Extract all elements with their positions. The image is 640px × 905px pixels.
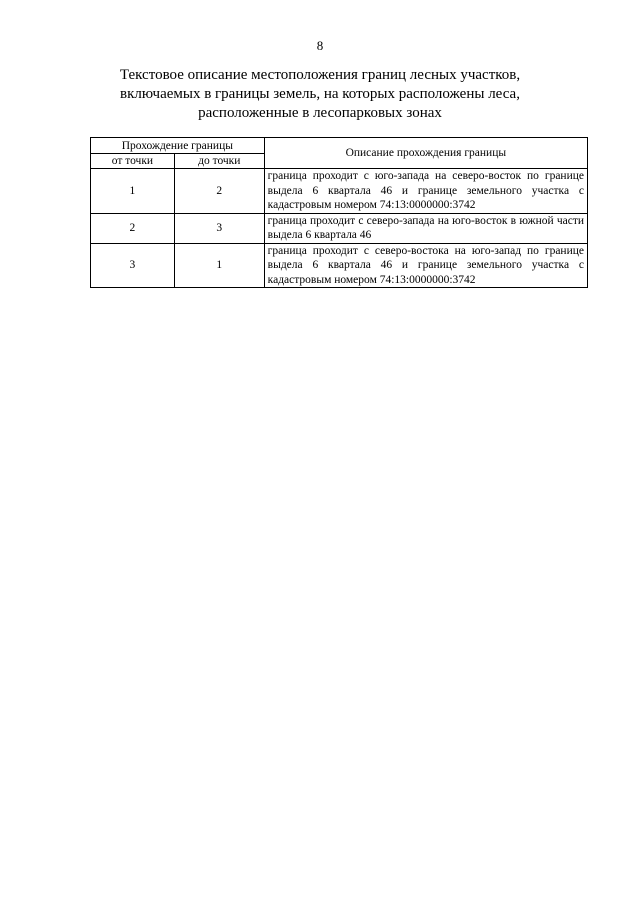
boundary-table [90, 137, 588, 288]
page-number: 8 [316, 38, 324, 53]
to-point-cell: 3 [174, 213, 264, 243]
document-title [90, 66, 550, 123]
description-header: Описание прохождения границы [264, 138, 587, 169]
to-point-header: до точки [174, 154, 264, 169]
table-row [91, 243, 588, 288]
title-line-3: расположенные в лесопарковых зонах [198, 105, 442, 121]
table-row [91, 213, 588, 243]
to-point-cell: 1 [174, 243, 264, 288]
title-line-2: включаемых в границы земель, на которых расположены леса, [120, 86, 520, 102]
description-cell: граница проходит с юго-запада на северо-восток по границе выдела 6 квартала 46 и границе земельного участка с кадастровым номером 74:13:0000000:3742 [264, 169, 587, 214]
from-point-cell: 1 [91, 169, 175, 214]
from-point-cell: 2 [91, 213, 175, 243]
to-point-cell: 2 [174, 169, 264, 214]
description-cell: граница проходит с северо-запада на юго-восток в южной части выдела 6 квартала 46 [264, 213, 587, 243]
table-row [91, 169, 588, 214]
title-line-1: Текстовое описание местоположения границ лесных участков, [119, 67, 521, 83]
from-point-cell: 3 [91, 243, 175, 288]
boundary-passage-header: Прохождение границы [91, 138, 265, 154]
from-point-header: от точки [91, 154, 175, 169]
description-cell: граница проходит с северо-востока на юго-запад по границе выдела 6 квартала 46 и границе земельного участка с кадастровым номером 74:13:0000000:3742 [264, 243, 587, 288]
